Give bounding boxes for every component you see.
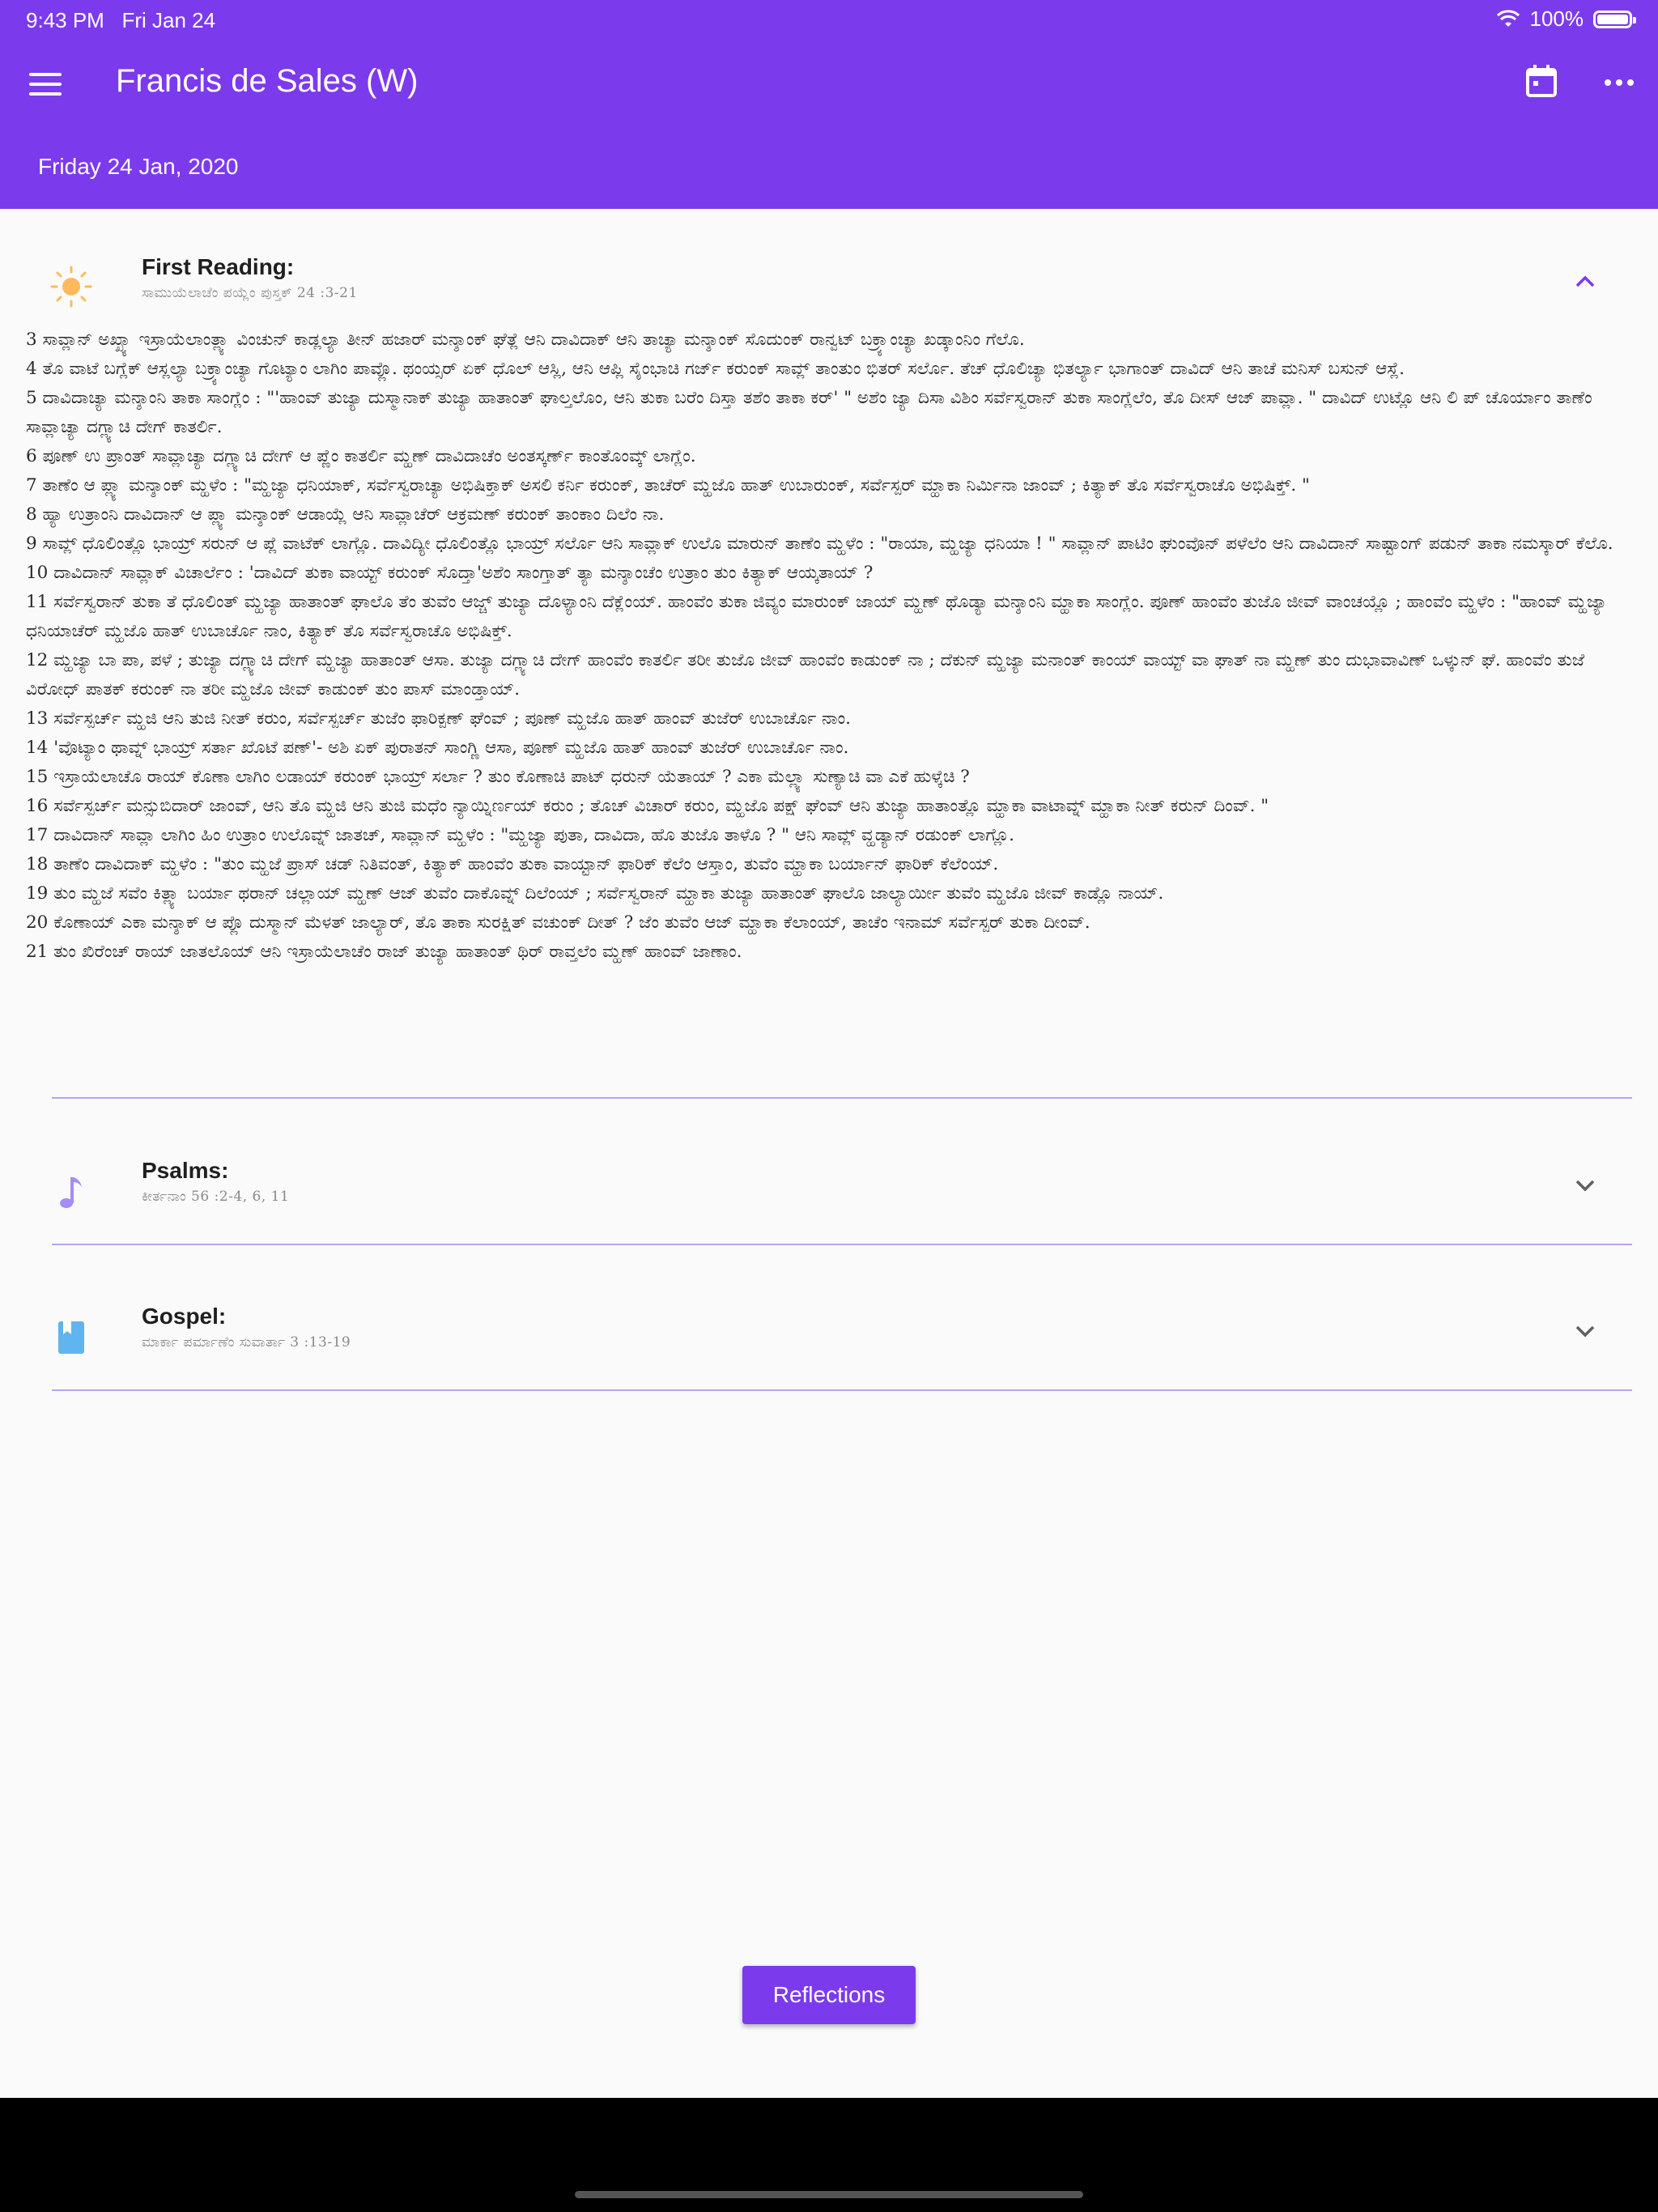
first-reading-subtitle: ಸಾಮುಯೆಲಾಚೆಂ ಪಯ್ಲೆಂ ಪುಸ್ತಕ್ 24 :3-21 xyxy=(142,285,358,301)
chevron-down-icon[interactable] xyxy=(1571,1317,1600,1346)
divider xyxy=(52,1097,1632,1099)
chevron-up-icon[interactable] xyxy=(1571,267,1600,296)
menu-icon[interactable] xyxy=(23,65,68,104)
app-bar xyxy=(0,0,1658,130)
home-indicator[interactable] xyxy=(575,2191,1083,2198)
chevron-down-icon[interactable] xyxy=(1571,1171,1600,1200)
verse: 7 ತಾಣೆಂ ಆ ಪ್ಲ್ಯಾ ಮನ್ಶಾಂಕ್ ಮ್ಹಳೆಂ : "ಮ್ಹಜ್ಯಾ ಧನಿಯಾಕ್, ಸರ್ವೆಸ್ವರಾಚ್ಯಾ ಅಭಿಷಿಕ್ತಾಕ್ ಅಸಲಿ ಕರ್ನಿ ಕರುಂಕ್, ತಾಚೆರ್ ಮ್ಹಜೊ ಹಾತ್ ಉಬಾರುಂಕ್, ಸರ್ವೆಸ್ಪರ್ ಮ್ಹಾಕಾ ನಿರ್ಮಿನಾ ಜಾಂವ್ ; ಕಿತ್ಯಾಕ್ ತೊ ಸರ್ವೆಸ್ವರಾಚೊ ಅಭಿಷಿಕ್ತ್. " xyxy=(26,475,1310,496)
verse: 12 ಮ್ಹಜ್ಯಾ ಬಾ ಪಾ, ಪಳೆ ; ತುಜ್ಯಾ ದಗ್ಲ್ಯಾಚಿ ದೇಗ್ ಮ್ಹಜ್ಯಾ ಹಾತಾಂತ್ ಆಸಾ. ತುಜ್ಯಾ ದಗ್ಲ್ಯಾಚಿ ದೇಗ್ ಹಾಂವೆಂ ಕಾತರ್ಲಿ ತರೀ ತುಜೊ ಜೀವ್ ಹಾಂವೆಂ ಕಾಡುಂಕ್ ನಾ ; ದೆಕುನ್ ಮ್ಹಜ್ಯಾ ಮನಾಂತ್ ಕಾಂಯ್ ವಾಯ್ಟ್ ವಾ ಘಾತ್ ನಾ ಮ್ಹಣ್ ತುಂ ದುಭಾವಾವಿಣ್ ಒಳ್ಕುನ್ ಘೆ. ಹಾಂವೆಂ ತುಜೆ ವಿರೋಧ್ ಪಾತಕ್ ಕರುಂಕ್ ನಾ ತರೀ ಮ್ಹಜೊ ಜೀವ್ ಕಾಡುಂಕ್ ತುಂ ಪಾಸ್ ಮಾಂಡ್ತಾಯ್. xyxy=(26,650,1585,700)
verse: 9 ಸಾವ್ಲ್ ಧೊಲಿಂತ್ಲೊ ಭಾಯ್ರ್ ಸರುನ್ ಆ ಪ್ಲೆ ವಾಟೆಕ್ ಲಾಗ್ಲೊ. ದಾವಿದ್ಯೀ ಧೊಲಿಂತ್ಲೊ ಭಾಯ್ರ್ ಸರ್ಲೊ ಆನಿ ಸಾವ್ಲಾಕ್ ಉಲೊ ಮಾರುನ್ ತಾಣೆಂ ಮ್ಹಳೆಂ : "ರಾಯಾ, ಮ್ಹಜ್ಯಾ ಧನಿಯಾ ! " ಸಾವ್ಲಾನ್ ಪಾಟಿಂ ಘುಂವೊನ್ ಪಳೆಲೆಂ ಆನಿ ದಾವಿದಾನ್ ಸಾಷ್ಟಾಂಗ್ ಪಡುನ್ ತಾಕಾ ನಮಸ್ಕಾರ್ ಕೆಲೊ. xyxy=(26,534,1613,554)
divider xyxy=(52,1389,1632,1391)
status-bar xyxy=(0,0,1658,39)
reflections-button[interactable]: Reflections xyxy=(742,1966,916,2024)
verse: 13 ಸರ್ವೆಸ್ಪರ್ಚ್ ಮ್ಹಜಿ ಆನಿ ತುಜಿ ನೀತ್ ಕರುಂ, ಸರ್ವೆಸ್ಪರ್ಚ್ ತುಜೆಂ ಫಾರಿಕ್ಪಣ್ ಘೆಂವ್ ; ಪೂಣ್ ಮ್ಹಜೊ ಹಾತ್ ಹಾಂವ್ ತುಜೆರ್ ಉಬಾರ್ಚೊ ನಾಂ. xyxy=(26,708,851,729)
psalms-title: Psalms: xyxy=(142,1158,229,1183)
verse: 10 ದಾವಿದಾನ್ ಸಾವ್ಲಾಕ್ ವಿಚಾರ್ಲೆಂ : 'ದಾವಿದ್ ತುಕಾ ವಾಯ್ಟ್ ಕರುಂಕ್ ಸೊದ್ತಾ'ಅಶೆಂ ಸಾಂಗ್ತಾತ್ ತ್ಯಾ ಮನ್ಶಾಂಚೆಂ ಉತ್ರಾಂ ತುಂ ಕಿತ್ಯಾಕ್ ಆಯ್ಕತಾಯ್ ? xyxy=(26,563,874,583)
bottom-bar xyxy=(0,2098,1658,2212)
verse: 14 'ವೊಟ್ಯಾಂ ಥಾವ್ನ್ ಭಾಯ್ರ್ ಸರ್ತಾ ಖೊಟೆ ಪಣ್'- ಅಶಿ ಏಕ್ ಪುರಾತನ್ ಸಾಂಗ್ಣಿ ಆಸಾ, ಪೂಣ್ ಮ್ಹಜೊ ಹಾತ್ ಹಾಂವ್ ತುಜೆರ್ ಉಬಾರ್ಚೊ ನಾಂ. xyxy=(26,738,849,758)
verse: 20 ಕೊಣಾಯ್ ಎಕಾ ಮನ್ಶಾಕ್ ಆ ಪ್ಲೊ ದುಸ್ಮಾನ್ ಮೆಳತ್ ಜಾಲ್ಯಾರ್, ತೊ ತಾಕಾ ಸುರಕ್ಷಿತ್ ವಚುಂಕ್ ದೀತ್ ? ಜೆಂ ತುವೆಂ ಆಜ್ ಮ್ಹಾಕಾ ಕೆಲಾಂಯ್, ತಾಚೆಂ ಇನಾಮ್ ಸರ್ವೆಸ್ಪರ್ ತುಕಾ ದೀಂವ್. xyxy=(26,912,1090,933)
verse: 21 ತುಂ ಖಿರೆಂಚ್ ರಾಯ್ ಜಾತಲೊಯ್ ಆನಿ ಇಸ್ರಾಯೆಲಾಚೆಂ ರಾಜ್ ತುಜ್ಯಾ ಹಾತಾಂತ್ ಥಿರ್ ರಾವ್ತಲೆಂ ಮ್ಹಣ್ ಹಾಂವ್ ಜಾಣಾಂ. xyxy=(26,942,742,962)
status-time xyxy=(26,8,215,33)
first-reading-header[interactable] xyxy=(0,232,1658,329)
gospel-title: Gospel: xyxy=(142,1304,227,1329)
psalms-header[interactable] xyxy=(0,1137,1658,1234)
verse: 6 ಪೂಣ್ ಉ ಪ್ರಾಂತ್ ಸಾವ್ಲಾಚ್ಯಾ ದಗ್ಲ್ಯಾಚಿ ದೇಗ್ ಆ ಪ್ಣೆಂ ಕಾತರ್ಲಿ ಮ್ಹಣ್ ದಾವಿದಾಚೆಂ ಅಂತಸ್ಕರ್ಣ್ ಕಾಂತೊಂವ್ಕ್ ಲಾಗ್ಲೆಂ. xyxy=(26,446,696,466)
book-icon xyxy=(49,1315,94,1360)
date-bar xyxy=(0,130,1658,209)
gospel-subtitle: ಮಾರ್ಕಾ ಪರ್ಮಾಣೆಂ ಸುವಾರ್ತಾ 3 :13-19 xyxy=(142,1334,351,1351)
verse: 15 ಇಸ್ರಾಯೆಲಾಚೊ ರಾಯ್ ಕೊಣಾ ಲಾಗಿಂ ಲಡಾಯ್ ಕರುಂಕ್ ಭಾಯ್ರ್ ಸರ್ಲಾ ? ತುಂ ಕೊಣಾಚಿ ಪಾಟ್ ಧರುನ್ ಯೆತಾಯ್ ? ಎಕಾ ಮೆಲ್ಲ್ಯಾ ಸುಣ್ಯಾಚಿ ವಾ ಎಕೆ ಹುಳ್ಕೆಚಿ ? xyxy=(26,767,970,787)
psalms-subtitle: ಕೀರ್ತನಾಂ 56 :2-4, 6, 11 xyxy=(142,1189,290,1205)
toolbar xyxy=(0,39,1658,130)
verse: 19 ತುಂ ಮ್ಹಜೆ ಸವೆಂ ಕಿತ್ಲ್ಯಾ ಬರ್ಯಾ ಥರಾನ್ ಚಲ್ಲಾಯ್ ಮ್ಹಣ್ ಆಜ್ ತುವೆಂ ದಾಕೊವ್ನ್ ದಿಲೆಂಯ್ ; ಸರ್ವೆಸ್ವರಾನ್ ಮ್ಹಾಕಾ ತುಜ್ಯಾ ಹಾತಾಂತ್ ಘಾಲೊ ಜಾಲ್ಯಾರ್ಯೀ ತುವೆಂ ಮ್ಹಜೊ ಜೀವ್ ಕಾಡ್ಲೊ ನಾಯ್. xyxy=(26,883,1164,904)
verse: 8 ಹ್ಯಾ ಉತ್ರಾಂನಿ ದಾವಿದಾನ್ ಆ ಪ್ಲ್ಯಾ ಮನ್ಶಾಂಕ್ ಆಡಾಯ್ಲೆ ಆನಿ ಸಾವ್ಲಾಚೆರ್ ಆಕ್ರಮಣ್ ಕರುಂಕ್ ತಾಂಕಾಂ ದಿಲೆಂ ನಾ. xyxy=(26,504,665,525)
verse: 11 ಸರ್ವೆಸ್ವರಾನ್ ತುಕಾ ತೆ ಧೊಲಿಂತ್ ಮ್ಹಜ್ಯಾ ಹಾತಾಂತ್ ಘಾಲೊ ತೆಂ ತುವೆಂ ಆಜ್ಚ್ ತುಜ್ಯಾ ದೊಳ್ಯಾಂನಿ ದೆಕ್ಲೆಂಯ್. ಹಾಂವೆಂ ತುಕಾ ಜಿವ್ಯಂ ಮಾರುಂಕ್ ಜಾಯ್ ಮ್ಹಣ್ ಥೊಡ್ಯಾ ಮನ್ಶಾಂನಿ ಮ್ಹಾಕಾ ಸಾಂಗ್ಲೆಂ. ಪೂಣ್ ಹಾಂವೆಂ ತುಜೊ ಜೀವ್ ವಾಂಚಯ್ಲೊ ; ಹಾಂವೆಂ ಮ್ಹಳೆಂ : "ಹಾಂವ್ ಮ್ಹಜ್ಯಾ ಧನಿಯಾಚೆರ್ ಮ್ಹಜೊ ಹಾತ್ ಉಬಾರ್ಚೊ ನಾಂ, ಕಿತ್ಯಾಕ್ ತೊ ಸರ್ವೆಸ್ವರಾಚೊ ಅಭಿಷಿಕ್ತ್. xyxy=(26,592,1608,641)
date-text: Friday 24 Jan, 2020 xyxy=(38,154,239,179)
first-reading-text xyxy=(26,325,1621,967)
verse: 4 ತೊ ವಾಟೆ ಬಗ್ಲೆಕ್ ಆಸ್ಲಲ್ಯಾ ಬಕ್ರ್ಯಾಂಚ್ಯಾ ಗೊಟ್ಯಾಂ ಲಾಗಿಂ ಪಾವ್ಲೊ. ಥಂಯ್ಸರ್ ಏಕ್ ಧೊಲ್ ಆಸ್ಲಿ, ಆನಿ ಆಪ್ಲಿ ಸೈಂಭಾಚಿ ಗರ್ಜ್ ಕರುಂಕ್ ಸಾವ್ಲ್ ತಾಂತುಂ ಭಿತರ್ ಸರ್ಲೊ. ತೆಚ್ ಧೊಲಿಚ್ಯಾ ಭಿತರ್ಲ್ಯಾ ಭಾಗಾಂತ್ ದಾವಿದ್ ಆನಿ ತಾಚೆ ಮನಿಸ್ ಬಸುನ್ ಆಸ್ಲೆ. xyxy=(26,359,1405,379)
more-icon[interactable] xyxy=(1596,62,1642,100)
calendar-icon[interactable] xyxy=(1522,62,1561,100)
verse: 16 ಸರ್ವೆಸ್ಪರ್ಚ್ ಮನ್ಸುಬಿದಾರ್ ಜಾಂವ್, ಆನಿ ತೊ ಮ್ಹಜಿ ಆನಿ ತುಜಿ ಮಧೆಂ ನ್ಯಾಯ್ನಿರ್ಣಯ್ ಕರುಂ ; ತೊಚ್ ವಿಚಾರ್ ಕರುಂ, ಮ್ಹಜೊ ಪಕ್ಷ್ ಘೆಂವ್ ಆನಿ ತುಜ್ಯಾ ಹಾತಾಂತ್ಲೊ ಮ್ಹಾಕಾ ವಾಟಾವ್ನ್ ಮ್ಹಾಕಾ ನೀತ್ ಕರುನ್ ದಿಂವ್. " xyxy=(26,796,1269,816)
divider xyxy=(52,1244,1632,1245)
first-reading-title: First Reading: xyxy=(142,254,295,279)
status-time-text: 9:43 PM xyxy=(26,8,104,32)
music-note-icon xyxy=(49,1169,94,1214)
gospel-header[interactable] xyxy=(0,1283,1658,1380)
sun-icon xyxy=(49,264,94,309)
battery-icon xyxy=(1593,11,1632,28)
verse: 5 ದಾವಿದಾಚ್ಯಾ ಮನ್ಶಾಂನಿ ತಾಕಾ ಸಾಂಗ್ಲೆಂ : "'ಹಾಂವ್ ತುಜ್ಯಾ ದುಸ್ಮಾನಾಕ್ ತುಜ್ಯಾ ಹಾತಾಂತ್ ಘಾಲ್ತಲೊಂ, ಆನಿ ತುಕಾ ಬರೆಂ ದಿಸ್ತಾ ತಶೆಂ ತಾಕಾ ಕರ್' " ಅಶೆಂ ಜ್ಯಾ ದಿಸಾ ವಿಶಿಂ ಸರ್ವೆಸ್ವರಾನ್ ತುಕಾ ಸಾಂಗ್ಲೆಲೆಂ, ತೊ ದೀಸ್ ಆಜ್ ಪಾವ್ಲಾ. " ದಾವಿದ್ ಉಟ್ಲೊ ಆನಿ ಲಿ ಪ್ ಚೊರ್ಯಾಂ ತಾಣೆಂ ಸಾವ್ಲಾಚ್ಯಾ ದಗ್ಲ್ಯಾಚಿ ದೇಗ್ ಕಾತರ್ಲಿ. xyxy=(26,388,1592,437)
page-title: Francis de Sales (W) xyxy=(116,63,419,99)
wifi-icon xyxy=(1496,10,1520,29)
verse: 17 ದಾವಿದಾನ್ ಸಾವ್ಲಾ ಲಾಗಿಂ ಹಿಂ ಉತ್ರಾಂ ಉಲೊವ್ನ್ ಜಾತಚ್, ಸಾವ್ಲಾನ್ ಮ್ಹಳೆಂ : "ಮ್ಹಜ್ಯಾ ಪುತಾ, ದಾವಿದಾ, ಹೊ ತುಜೊ ತಾಳೊ ? " ಆನಿ ಸಾವ್ಲ್ ವ್ಹಡ್ಯಾನ್ ರಡುಂಕ್ ಲಾಗ್ಲೊ. xyxy=(26,825,1014,845)
verse: 18 ತಾಣೆಂ ದಾವಿದಾಕ್ ಮ್ಹಳೆಂ : "ತುಂ ಮ್ಹಜೆ ಪ್ರಾಸ್ ಚಡ್ ನಿತಿವಂತ್, ಕಿತ್ಯಾಕ್ ಹಾಂವೆಂ ತುಕಾ ವಾಯ್ಟಾನ್ ಫಾರಿಕ್ ಕೆಲೆಂ ಆಸ್ತಾಂ, ತುವೆಂ ಮ್ಹಾಕಾ ಬರ್ಯಾನ್ ಫಾರಿಕ್ ಕೆಲೆಂಯ್. xyxy=(26,854,999,874)
status-right xyxy=(1496,6,1633,32)
battery-percent: 100% xyxy=(1529,6,1584,31)
status-date-text: Fri Jan 24 xyxy=(121,8,216,32)
verse: 3 ಸಾವ್ಲಾನ್ ಅಖ್ಖ್ಯಾ ಇಸ್ರಾಯೆಲಾಂತ್ಲ್ಯಾ ವಿಂಚುನ್ ಕಾಡ್ಲಲ್ಯಾ ತೀನ್ ಹಜಾರ್ ಮನ್ಶಾಂಕ್ ಘೆತ್ಲೆ ಆನಿ ದಾವಿದಾಕ್ ಆನಿ ತಾಚ್ಯಾ ಮನ್ಶಾಂಕ್ ಸೊದುಂಕ್ ರಾನ್ವಟ್ ಬಕ್ರ್ಯಾಂಚ್ಯಾ ಖಡ್ಕಾಂನಿಂ ಗೆಲೊ. xyxy=(26,330,1025,350)
